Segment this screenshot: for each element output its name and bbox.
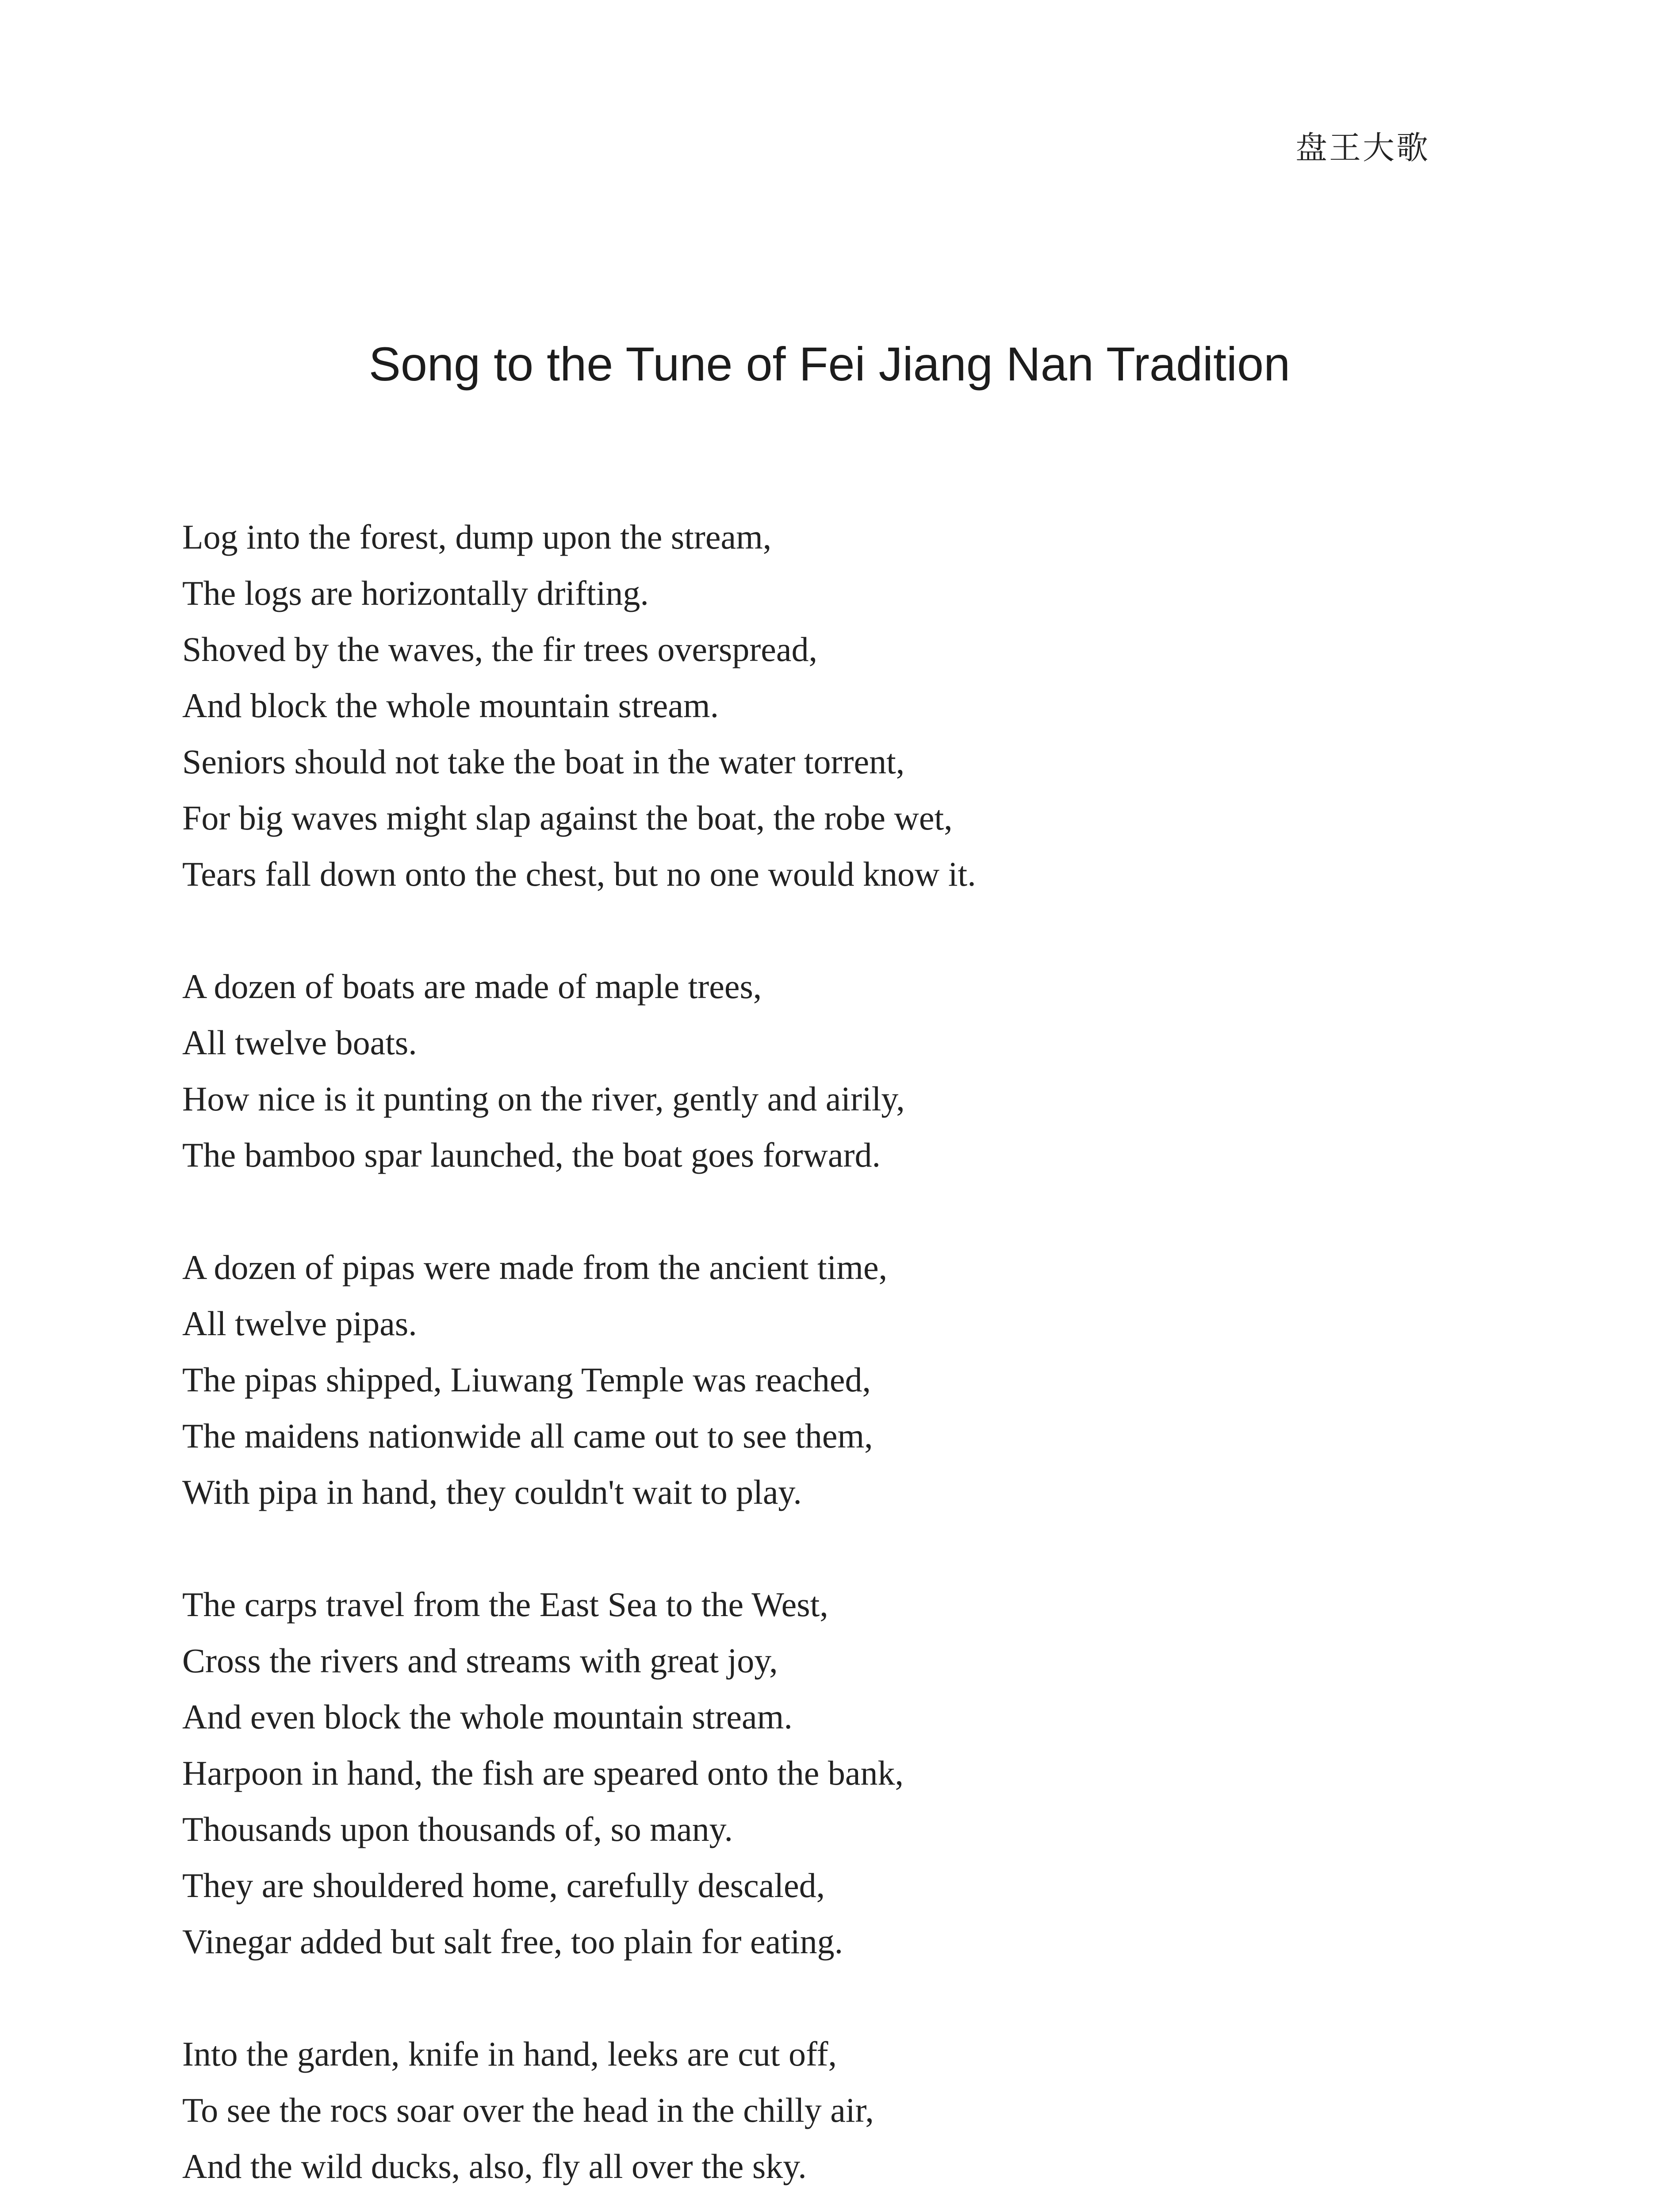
- poem-line: The bamboo spar launched, the boat goes forward.: [182, 1136, 881, 1174]
- poem-line: The pipas shipped, Liuwang Temple was reached,: [182, 1360, 871, 1399]
- poem-line: Vinegar added but salt free, too plain for eating.: [182, 1922, 843, 1961]
- poem-line: The maidens nationwide all came out to see them,: [182, 1417, 873, 1455]
- poem-line: The logs are horizontally drifting.: [182, 574, 649, 612]
- stanza-4: [182, 1576, 1465, 1970]
- poem-line: All twelve pipas.: [182, 1304, 417, 1343]
- running-header: 盘王大歌: [1295, 129, 1430, 166]
- poem-line: Shoved by the waves, the fir trees overspread,: [182, 630, 818, 668]
- poem-line: All twelve boats.: [182, 1023, 417, 1062]
- stanza-5: [182, 2026, 1465, 2194]
- poem-line: They are shouldered home, carefully descaled,: [182, 1866, 825, 1905]
- poem-line: Harpoon in hand, the fish are speared onto the bank,: [182, 1754, 904, 1792]
- poem-line: And even block the whole mountain stream.: [182, 1697, 793, 1736]
- poem-line: Tears fall down onto the chest, but no one would know it.: [182, 855, 976, 893]
- poem-line: Cross the rivers and streams with great joy,: [182, 1641, 778, 1680]
- poem-line: Thousands upon thousands of, so many.: [182, 1810, 733, 1848]
- poem-line: Log into the forest, dump upon the stream,: [182, 518, 772, 556]
- poem-line: The carps travel from the East Sea to the West,: [182, 1585, 828, 1624]
- stanza-1: [182, 509, 1465, 902]
- poem-line: With pipa in hand, they couldn't wait to play.: [182, 1473, 802, 1511]
- poem-line: Seniors should not take the boat in the water torrent,: [182, 742, 905, 781]
- stanza-3: [182, 1239, 1465, 1520]
- poem-title: Song to the Tune of Fei Jiang Nan Tradition: [368, 337, 1291, 391]
- poem-line: A dozen of pipas were made from the ancient time,: [182, 1248, 888, 1286]
- poem-line: For big waves might slap against the boat, the robe wet,: [182, 799, 953, 837]
- poem-line: A dozen of boats are made of maple trees,: [182, 967, 762, 1006]
- poem-body: [182, 509, 1465, 2194]
- stanza-2: [182, 958, 1465, 1183]
- poem-line: Into the garden, knife in hand, leeks are cut off,: [182, 2035, 837, 2073]
- poem-line: To see the rocs soar over the head in the chilly air,: [182, 2091, 874, 2129]
- poem-line: How nice is it punting on the river, gently and airily,: [182, 1079, 905, 1118]
- poem-line: And the wild ducks, also, fly all over the sky.: [182, 2147, 807, 2185]
- poem-line: And block the whole mountain stream.: [182, 686, 719, 725]
